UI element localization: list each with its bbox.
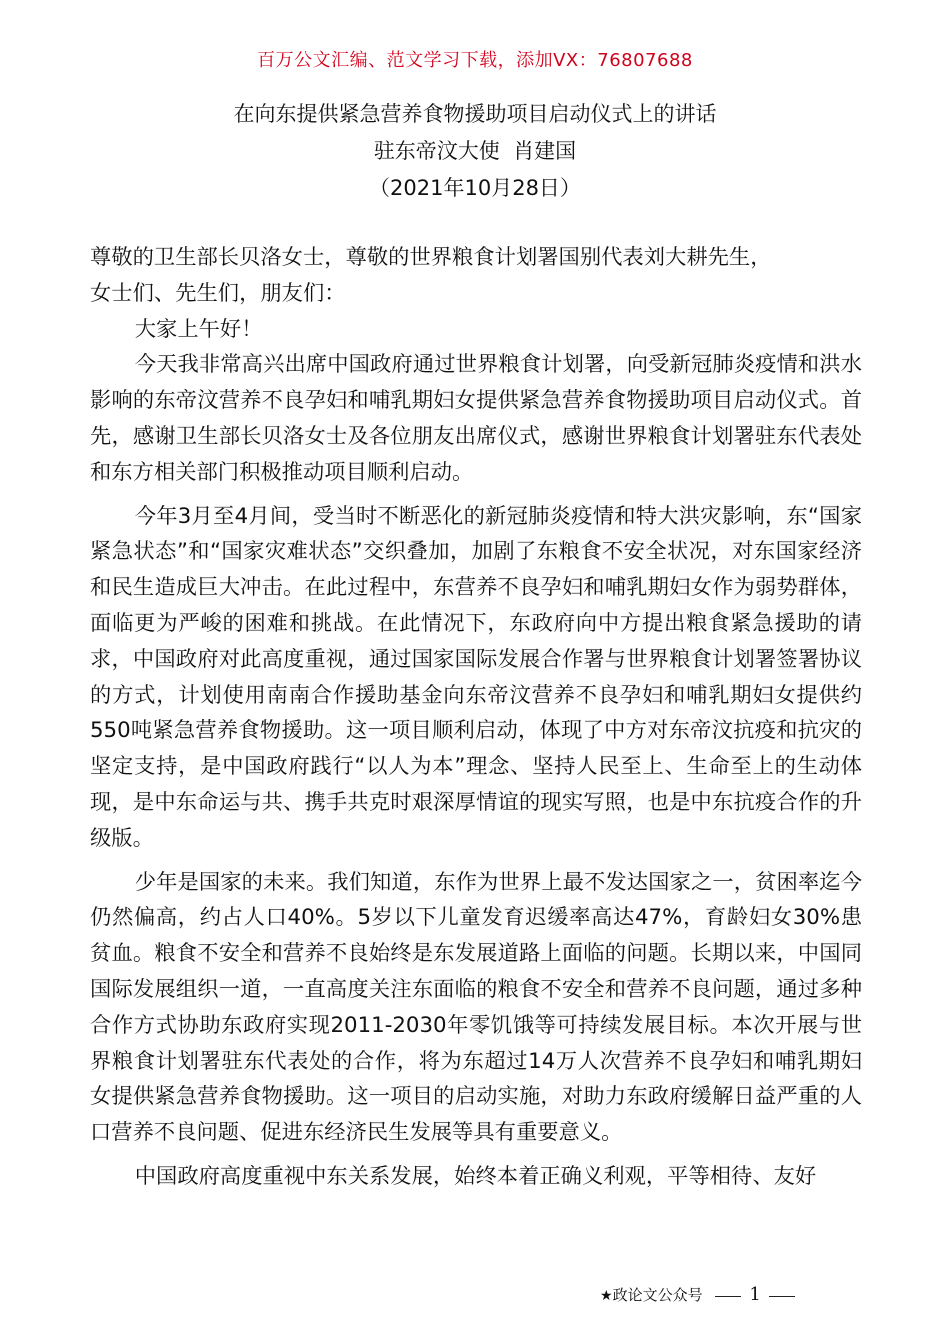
speech-date: （2021年10月28日） <box>369 176 581 200</box>
footer-source: 政论文公众号 <box>612 1286 703 1304</box>
speech-body <box>90 240 862 1195</box>
paragraph-significance: 少年是国家的未来。我们知道，东作为世界上最不发达国家之一，贫困率迄今仍然偏高，约占人口40%。5岁以下儿童发育迟缓率高达47%，育龄妇女30%患贫血。粮食不安全和营养不良始终是东发展道路上面临的问题。长期以来，中国同国际发展组织一道，一直高度关注东面临的粮食不安全和营养不良问题，通过多种合作方式协助东政府实现2011-2030年零饥饿等可持续发展目标。本次开展与世界粮食计划署驻东代表处的合作，将为东超过14万人次营养不良孕妇和哺乳期妇女提供紧急营养食物援助。这一项目的启动实施，对助力东政府缓解日益严重的人口营养不良问题、促进东经济民生发展等具有重要意义。 <box>90 869 862 1146</box>
salutation-line-1: 尊敬的卫生部长贝洛女士，尊敬的世界粮食计划署国别代表刘大耕先生， <box>90 245 772 270</box>
paragraph-opening: 今天我非常高兴出席中国政府通过世界粮食计划署，向受新冠肺炎疫情和洪水影响的东帝汶营养不良孕妇和哺乳期妇女提供紧急营养食物援助项目启动仪式。首先，感谢卫生部长贝洛女士及各位朋友出席仪式，感谢世界粮食计划署驻东代表处和东方相关部门积极推动项目顺利启动。 <box>90 352 862 485</box>
watermark-banner: 百万公文汇编、范文学习下载，添加VX：76807688 <box>257 50 693 71</box>
dash-right <box>769 1296 795 1297</box>
page-number: 1 <box>749 1284 761 1305</box>
speech-author: 驻东帝汶大使 肖建国 <box>373 139 577 163</box>
paragraph-greeting: 大家上午好！ <box>134 316 263 342</box>
page-footer <box>600 1284 860 1305</box>
salutation-line-2: 女士们、先生们，朋友们： <box>90 280 346 306</box>
speech-title: 在向东提供紧急营养食物援助项目启动仪式上的讲话 <box>233 102 717 126</box>
paragraph-background: 今年3月至4月间，受当时不断恶化的新冠肺炎疫情和特大洪灾影响，东“国家紧急状态”和“国家灾难状态”交织叠加，加剧了东粮食不安全状况，对东国家经济和民生造成巨大冲击。在此过程中，东营养不良孕妇和哺乳期妇女作为弱势群体，面临更为严峻的困难和挑战。在此情况下，东政府向中方提出粮食紧急援助的请求，中国政府对此高度重视，通过国家国际发展合作署与世界粮食计划署签署协议的方式，计划使用南南合作援助基金向东帝汶营养不良孕妇和哺乳期妇女提供约550吨紧急营养食物援助。这一项目顺利启动，体现了中方对东帝汶抗疫和抗灾的坚定支持，是中国政府践行“以人为本”理念、坚持人民至上、生命至上的生动体现，是中东命运与共、携手共克时艰深厚情谊的现实写照，也是中东抗疫合作的升级版。 <box>90 503 862 851</box>
paragraph-relations: 中国政府高度重视中东关系发展，始终本着正确义利观，平等相待、友好 <box>134 1163 817 1189</box>
dash-left <box>715 1296 741 1297</box>
star-icon: ★ <box>600 1288 613 1304</box>
